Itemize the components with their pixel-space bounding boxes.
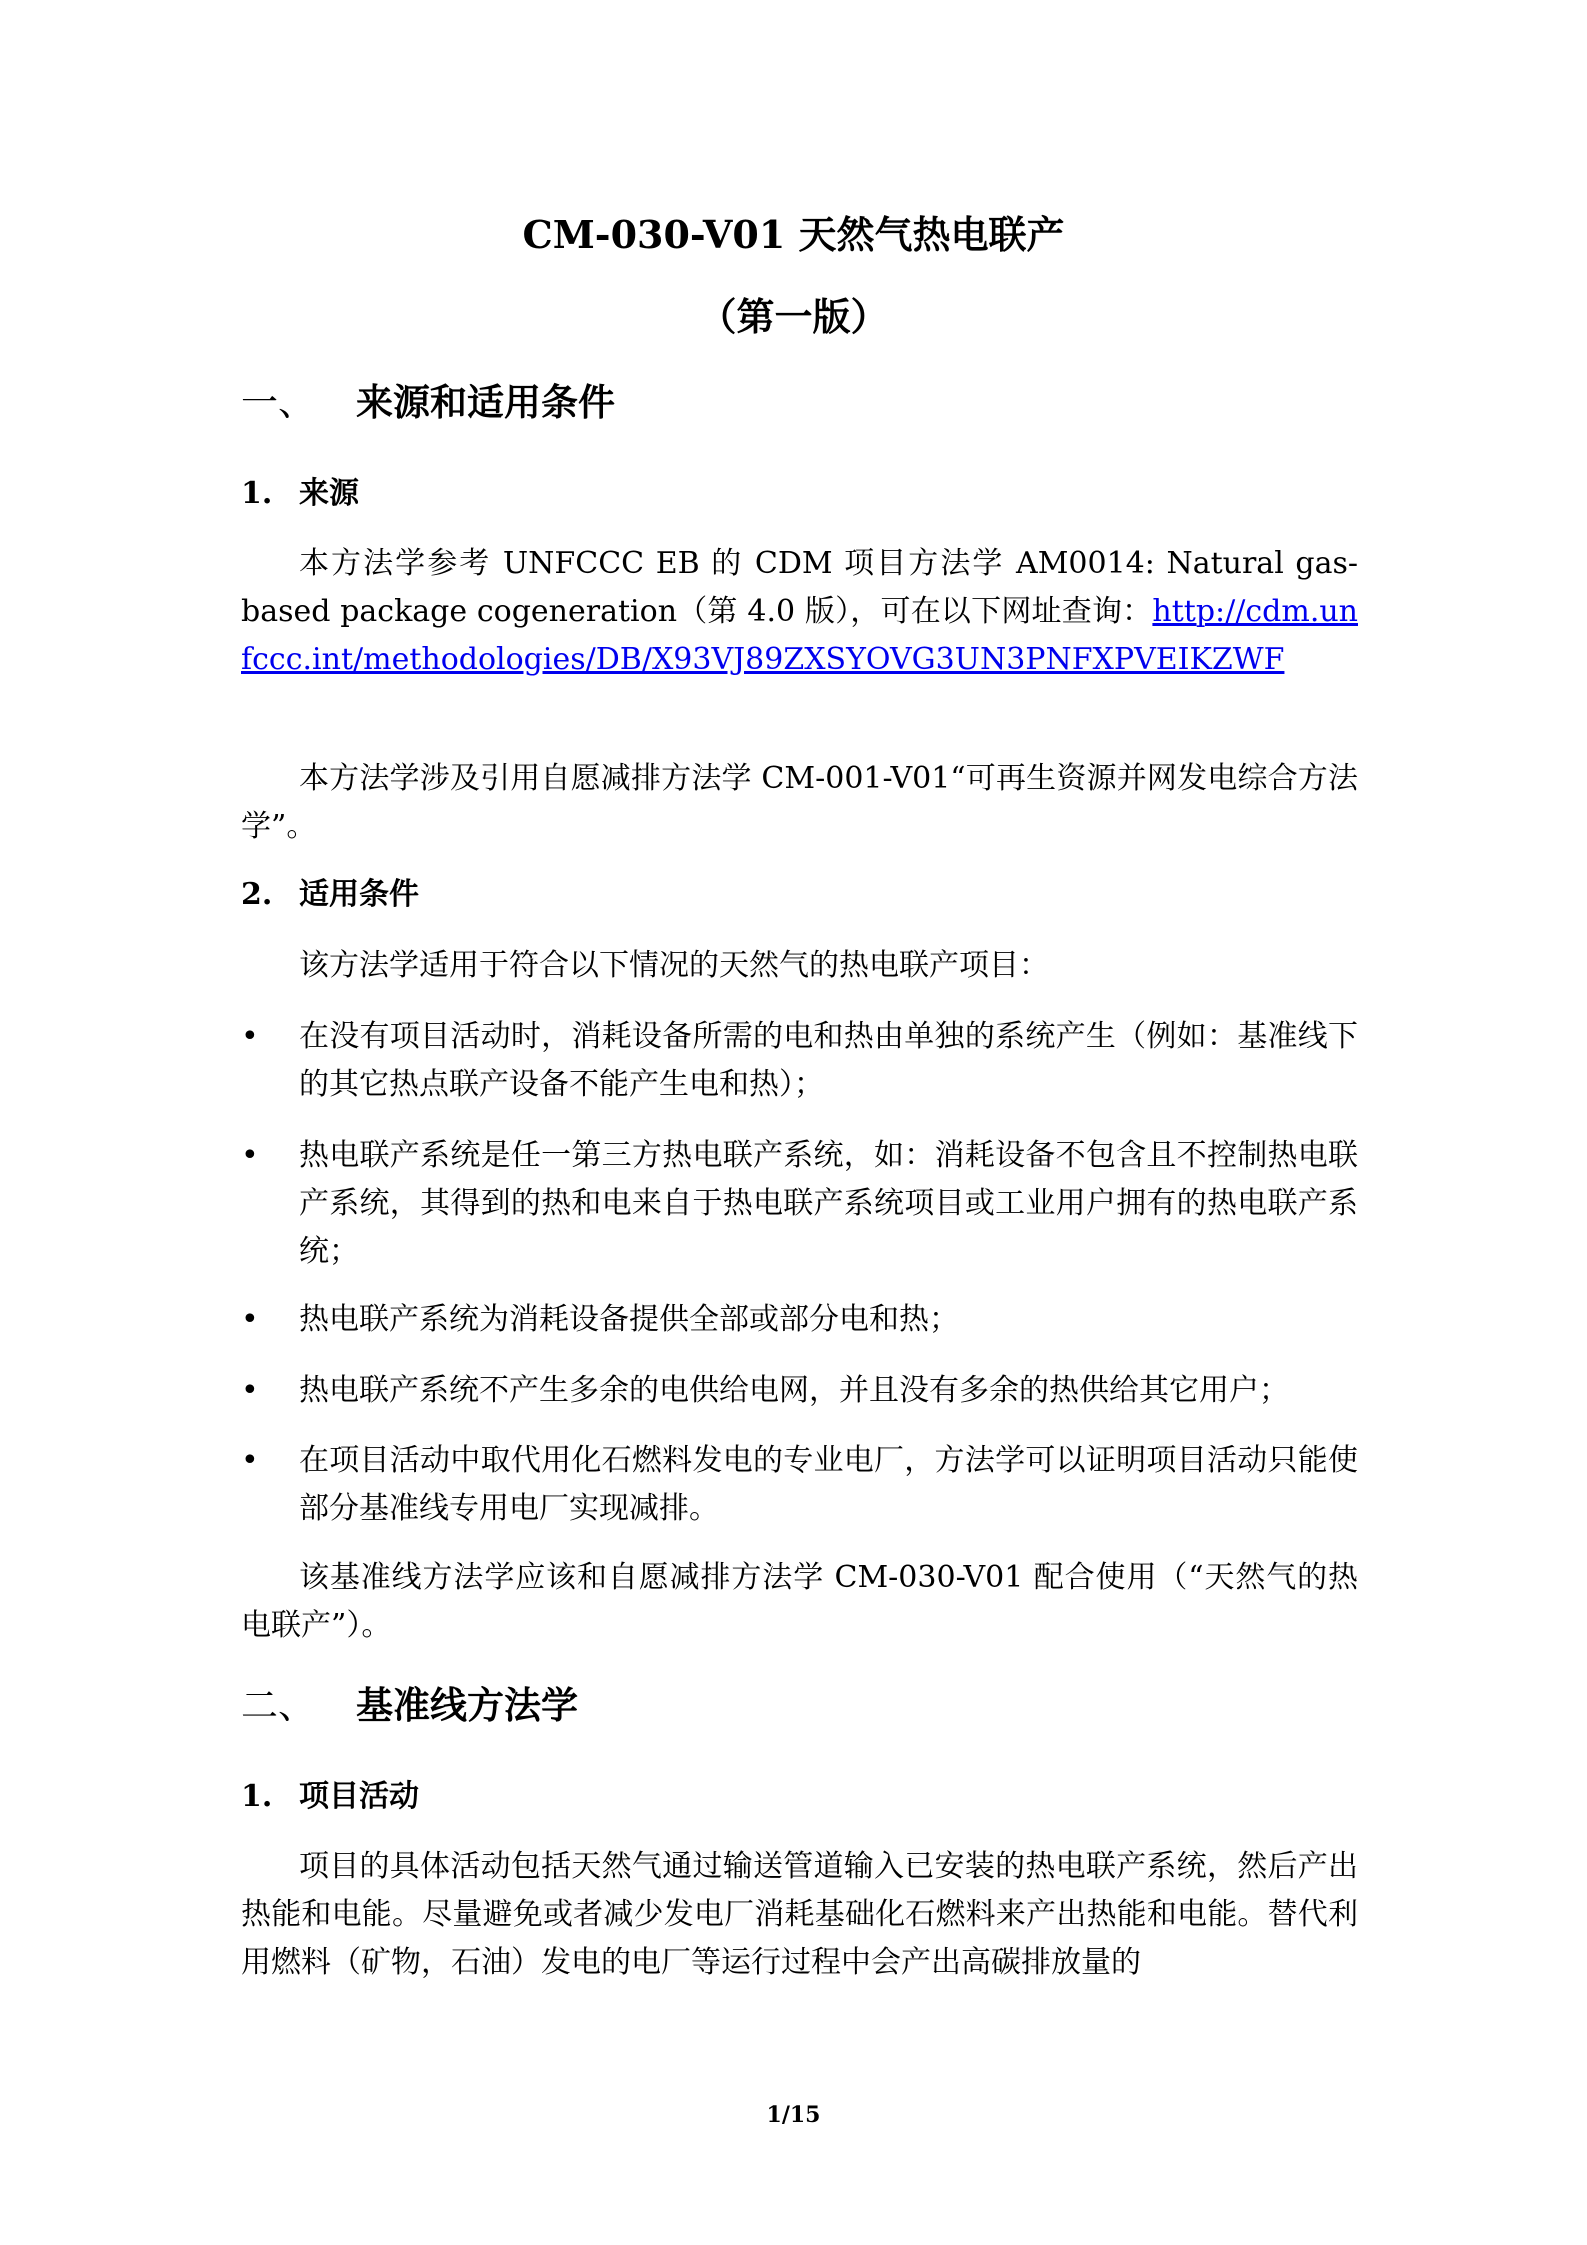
list-item [241,1367,1358,1415]
bullet-icon: • [241,1302,259,1337]
list-item-text: 热电联产系统不产生多余的电供给电网，并且没有多余的热供给其它用户； [299,1373,1289,1408]
conditions-closing-block [241,1554,1358,1650]
section-number: 一、 [241,381,315,424]
list-item-text: 在没有项目活动时，消耗设备所需的电和热由单独的系统产生（例如：基准线下的其它热点联产设备不能产生电和热）； [299,1019,1358,1102]
page-number: 1/15 [766,2102,821,2128]
subsection-heading-source [241,472,359,516]
methodology-link[interactable]: http://cdm.unfccc.int/methodologies/DB/X93VJ89ZXSYOVG3UN3PNFXPVEIKZWF [241,594,1358,677]
source-block [241,540,1358,684]
bullet-icon: • [241,1373,259,1408]
bullet-icon: • [241,1138,259,1173]
source-text: 本方法学参考 UNFCCC EB 的 CDM 项目方法学 AM0014: Natural gas-based package cogeneration（第 4.0 版），可在以下网址查询： [241,546,1358,629]
list-item [241,1437,1358,1533]
activity-block [241,1843,1358,1987]
subsection-number: 1. [241,476,273,511]
list-item-text: 热电联产系统是任一第三方热电联产系统，如：消耗设备不包含且不控制热电联产系统，其得到的热和电来自于热电联产系统项目或工业用户拥有的热电联产系统； [299,1138,1358,1269]
conditions-intro-block [241,942,1358,990]
list-item [241,1296,1358,1344]
subsection-title: 来源 [299,476,359,511]
list-item [241,1132,1358,1276]
subsection-title: 适用条件 [299,877,419,912]
bullet-icon: • [241,1443,259,1478]
document-title: CM-030-V01 天然气热电联产 [522,212,1065,257]
subsection-number: 2. [241,877,273,912]
section-title: 基准线方法学 [356,1683,578,1727]
reference-paragraph: 本方法学涉及引用自愿减排方法学 CM-001-V01“可再生资源并网发电综合方法学”。 [241,761,1358,844]
subsection-heading-activity [241,1775,419,1819]
subsection-number: 1. [241,1779,273,1814]
conditions-closing: 该基准线方法学应该和自愿减排方法学 CM-030-V01 配合使用（“天然气的热电联产”）。 [241,1560,1358,1643]
section-title: 来源和适用条件 [356,380,615,424]
bullet-icon: • [241,1019,259,1054]
list-item-text: 热电联产系统为消耗设备提供全部或部分电和热； [299,1302,959,1337]
section-heading-2 [241,1680,578,1731]
section-number: 二、 [241,1684,315,1727]
list-item-text: 在项目活动中取代用化石燃料发电的专业电厂，方法学可以证明项目活动只能使部分基准线专用电厂实现减排。 [299,1443,1358,1526]
subsection-title: 项目活动 [299,1779,419,1814]
activity-paragraph: 项目的具体活动包括天然气通过输送管道输入已安装的热电联产系统，然后产出热能和电能。尽量避免或者减少发电厂消耗基础化石燃料来产出热能和电能。替代利用燃料（矿物，石油）发电的电厂等运行过程中会产出高碳排放量的 [241,1849,1358,1980]
list-item [241,1013,1358,1109]
subsection-heading-conditions [241,873,419,917]
section-heading-1 [241,377,615,428]
document-version: （第一版） [698,294,889,339]
reference-block [241,755,1358,851]
conditions-intro: 该方法学适用于符合以下情况的天然气的热电联产项目： [299,948,1049,983]
source-paragraph [241,540,1358,684]
